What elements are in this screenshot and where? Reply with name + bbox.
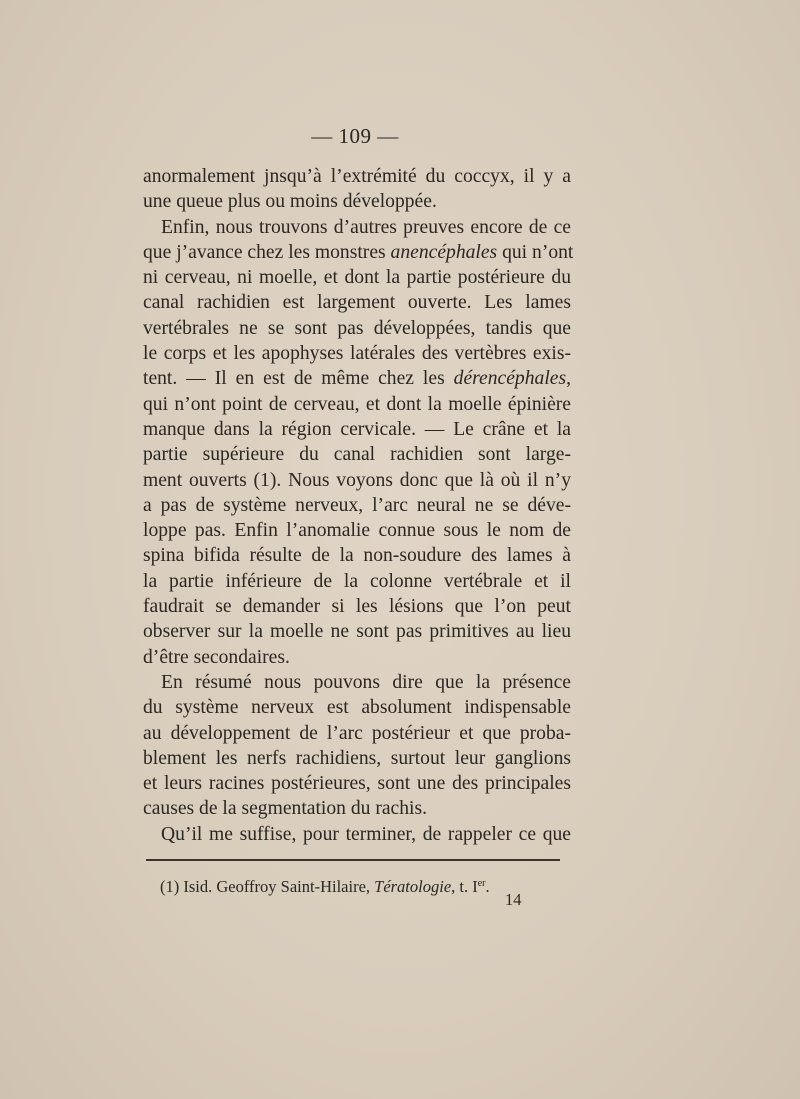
text-line: spina bifida résulte de la non-soudure des lames à: [143, 545, 571, 567]
text-line: canal rachidien est largement ouverte. Les lames: [143, 292, 571, 314]
text-line: anormalement jnsqu’à l’extrémité du coccyx, il y a: [143, 166, 571, 187]
italic-term: dérencéphales: [453, 368, 567, 390]
text-line: causes de la segmentation du rachis.: [143, 798, 428, 820]
text-line: d’être secondaires.: [143, 646, 290, 668]
text-line: vertébrales ne se sont pas développées, tandis que: [143, 317, 571, 339]
footnote-text-end: .: [485, 877, 490, 896]
text-line: Qu’il me suffise, pour terminer, de rappeler ce que: [161, 823, 571, 845]
text-line: et leurs racines postérieures, sont une des principales: [143, 773, 571, 795]
footnote-separator: [146, 859, 560, 861]
text-line: loppe pas. Enfin l’anomalie connue sous le nom de: [143, 520, 571, 542]
text-line: [143, 366, 571, 391]
footnote-text-start: (1) Isid. Geoffroy Saint-Hilaire,: [160, 877, 375, 896]
text-line: a pas de système nerveux, l’arc neural ne se déve-: [143, 494, 571, 516]
text-segment: que j’avance chez les monstres: [143, 241, 391, 263]
text-line: manque dans la région cervicale. — Le crâne et la: [143, 418, 571, 440]
text-line: ment ouverts (1). Nous voyons donc que là où il n’y: [143, 469, 571, 491]
text-segment: qui n’ont: [497, 241, 574, 263]
text-line: la partie inférieure de la colonne vertébrale et il: [143, 570, 571, 592]
text-line: observer sur la moelle ne sont pas primitives au lieu: [143, 621, 571, 643]
text-line: Enfin, nous trouvons d’autres preuves encore de ce: [161, 216, 571, 238]
text-line: une queue plus ou moins développée.: [143, 191, 437, 213]
body-text: [143, 164, 574, 847]
text-line: partie supérieure du canal rachidien sont large-: [143, 444, 571, 466]
text-line: faudrait se demander si les lésions que l’on peut: [143, 596, 571, 618]
text-line: du système nerveux est absolument indispensable: [143, 697, 571, 719]
text-line: ni cerveau, ni moelle, et dont la partie postérieure du: [143, 267, 571, 289]
footnote-superscript: er: [477, 878, 486, 889]
page-number: — 109 —: [311, 124, 399, 148]
text-segment: ,: [566, 368, 571, 390]
text-line: [143, 240, 574, 265]
text-line: blement les nerfs rachidiens, surtout leur ganglions: [143, 747, 571, 769]
text-line: En résumé nous pouvons dire que la présence: [161, 671, 571, 693]
text-line: au développement de l’arc postérieur et que proba-: [143, 722, 571, 744]
footnote-title: Tératologie: [374, 877, 452, 896]
text-line: le corps et les apophyses latérales des vertèbres exis-: [143, 343, 571, 365]
italic-term: anencéphales: [390, 241, 498, 263]
text-segment: tent. — Il en est de même chez les: [143, 368, 454, 390]
signature-mark: 14: [505, 890, 522, 909]
footnote-text-mid: , t. I: [451, 877, 478, 896]
text-line: qui n’ont point de cerveau, et dont la moelle épinière: [143, 393, 571, 415]
footnote: [160, 874, 560, 897]
